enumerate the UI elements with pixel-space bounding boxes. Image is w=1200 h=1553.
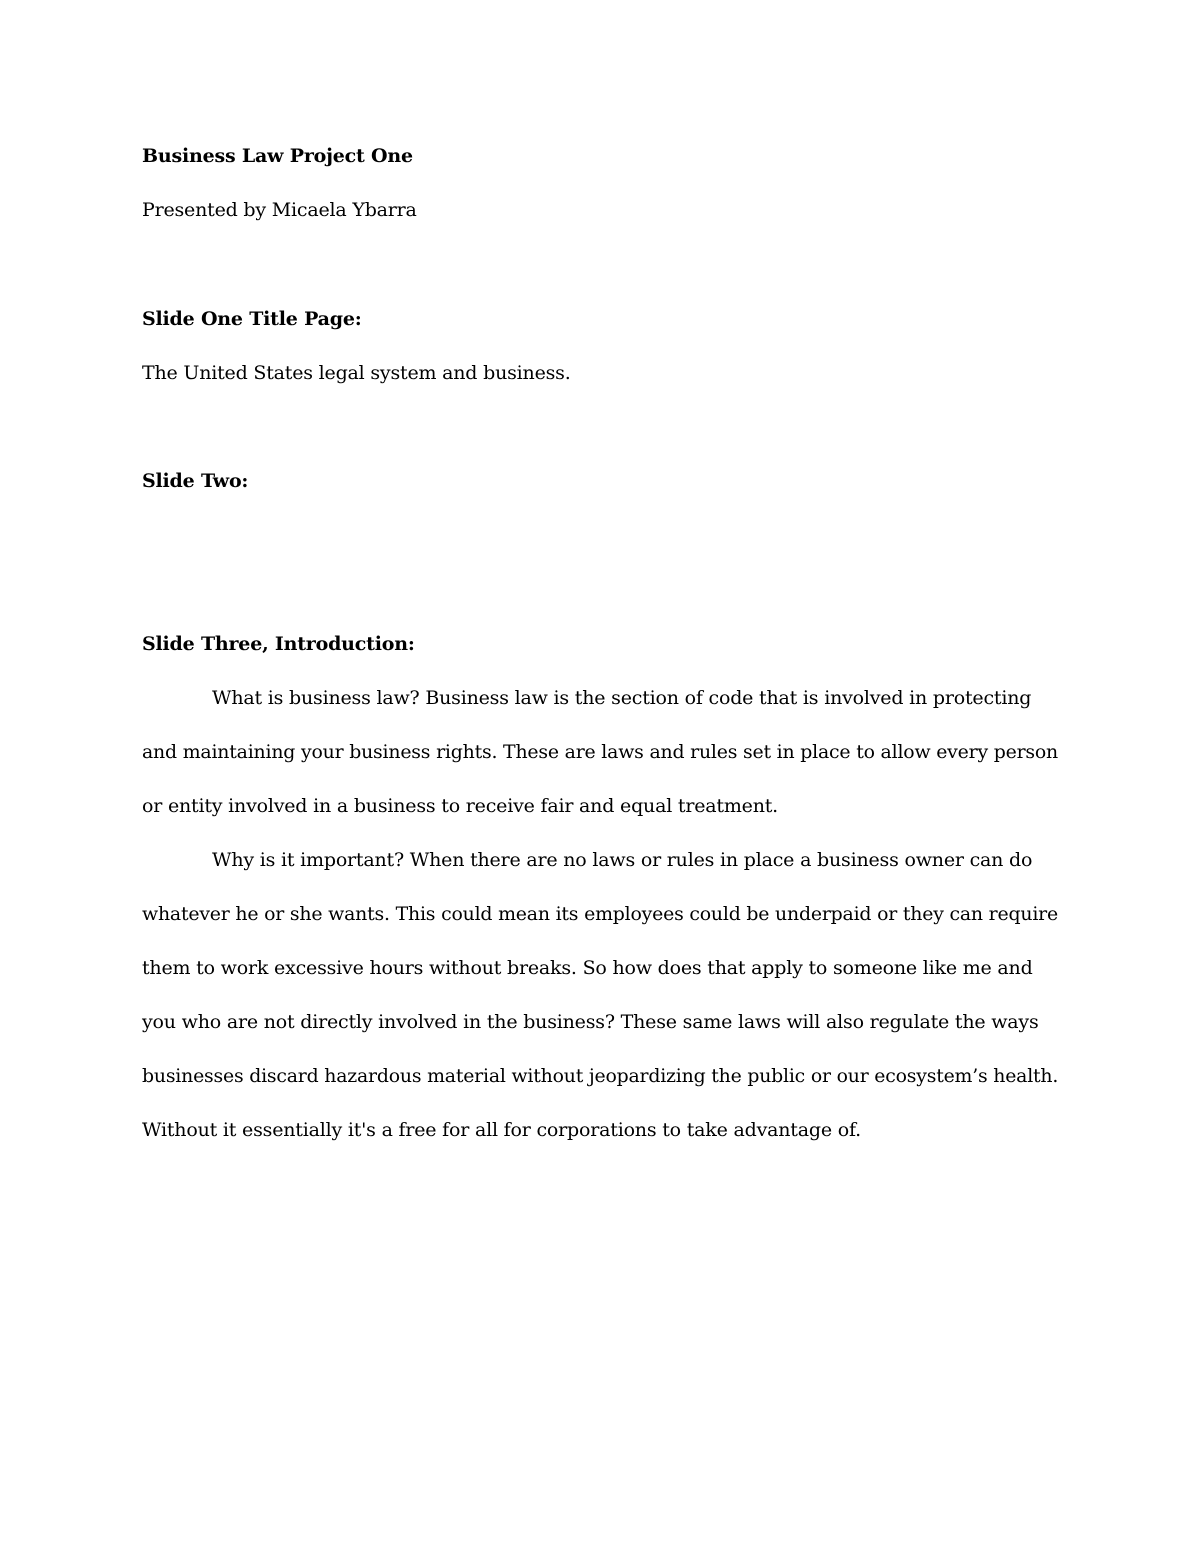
- slide-three-heading: Slide Three, Introduction:: [142, 633, 415, 655]
- paragraph-line: and maintaining your business rights. These are laws and rules set in place to allow every person: [142, 741, 1059, 763]
- slide-one-text: The United States legal system and business.: [142, 362, 571, 384]
- paragraph-line: you who are not directly involved in the business? These same laws will also regulate the ways: [142, 1011, 1039, 1033]
- paragraph-line: or entity involved in a business to receive fair and equal treatment.: [142, 795, 779, 817]
- slide-two-heading: Slide Two:: [142, 470, 249, 492]
- paragraph-line: What is business law? Business law is the section of code that is involved in protecting: [212, 687, 1032, 709]
- paragraph-line: businesses discard hazardous material without jeopardizing the public or our ecosystem’s health.: [142, 1065, 1059, 1087]
- paragraph-line: Without it essentially it's a free for all for corporations to take advantage of.: [142, 1119, 861, 1141]
- presenter-line: Presented by Micaela Ybarra: [142, 199, 417, 221]
- paragraph-line: Why is it important? When there are no laws or rules in place a business owner can do: [212, 849, 1033, 871]
- paragraph-line: them to work excessive hours without breaks. So how does that apply to someone like me and: [142, 957, 1033, 979]
- paragraph-line: whatever he or she wants. This could mean its employees could be underpaid or they can require: [142, 903, 1058, 925]
- document-title: Business Law Project One: [142, 145, 413, 167]
- slide-one-heading: Slide One Title Page:: [142, 308, 362, 330]
